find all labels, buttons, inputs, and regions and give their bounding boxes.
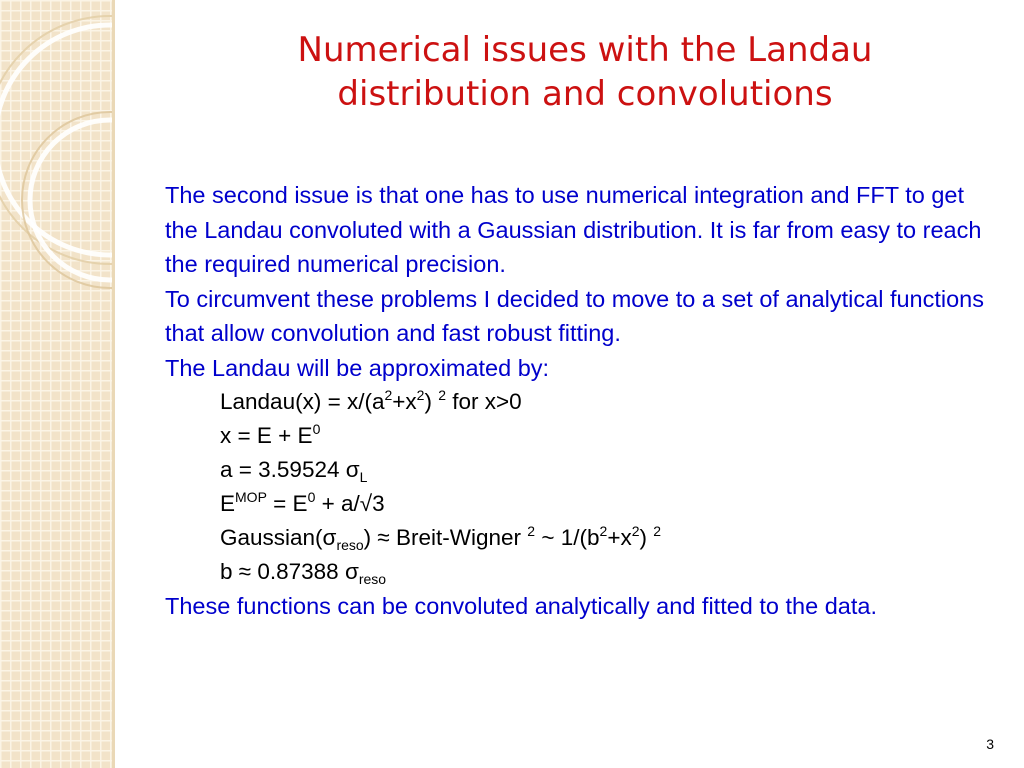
formula-text: = E	[266, 491, 308, 516]
decorative-sidebar	[0, 0, 112, 768]
formula-text: )	[424, 389, 439, 414]
formula-superscript: 0	[307, 489, 316, 505]
body-paragraph-3: The Landau will be approximated by:	[165, 354, 550, 381]
page-number: 3	[986, 736, 994, 752]
formula-text: Gaussian(σ	[220, 525, 337, 550]
formula-superscript: MOP	[235, 489, 267, 505]
formula-text: Landau(x) = x/(a	[220, 389, 385, 414]
formula-superscript: 0	[312, 421, 321, 437]
formula-text: ~ 1/(b	[535, 525, 600, 550]
formula-superscript: 2	[384, 387, 393, 403]
formula-text: ) ≈ Breit-Wigner	[363, 525, 528, 550]
formula-text: b ≈ 0.87388 σ	[220, 559, 359, 584]
formula-superscript: 2	[527, 523, 536, 539]
formula-text: a = 3.59524 σ	[220, 457, 360, 482]
formula-text: + a/√3	[315, 491, 385, 516]
formula-a-definition	[165, 453, 985, 487]
slide-body	[165, 178, 985, 624]
formula-superscript: 2	[631, 523, 640, 539]
formula-text: for x>0	[446, 389, 522, 414]
formula-text: E	[220, 491, 236, 516]
formula-subscript: L	[359, 469, 368, 485]
title-line-1: Numerical issues with the Landau	[297, 30, 873, 70]
formula-superscript: 2	[653, 523, 662, 539]
formula-superscript: 2	[599, 523, 608, 539]
formula-subscript: reso	[336, 537, 364, 553]
formula-gaussian-approximation	[165, 521, 985, 555]
body-paragraph-1: The second issue is that one has to use numerical integration and FFT to get the Landau convoluted with a Gaussian distribution. It is far from easy to reach the required numerical precision.	[165, 182, 982, 277]
formula-subscript: reso	[358, 571, 387, 587]
formula-b-definition	[165, 555, 985, 589]
ring-decoration-graphic	[0, 0, 112, 768]
formula-landau	[165, 385, 985, 419]
formula-text: +x	[392, 389, 417, 414]
title-line-2: distribution and convolutions	[337, 74, 833, 114]
formula-text: x = E + E	[220, 423, 313, 448]
body-paragraph-4: These functions can be convoluted analytically and fitted to the data.	[165, 593, 877, 619]
formula-x-definition	[165, 419, 985, 453]
formula-text: +x	[607, 525, 632, 550]
formula-superscript: 2	[416, 387, 425, 403]
body-paragraph-2: To circumvent these problems I decided to move to a set of analytical functions that allow convolution and fast robust fitting.	[165, 285, 985, 346]
slide-title	[200, 28, 970, 116]
sidebar-divider	[112, 0, 115, 768]
formula-emop	[165, 487, 985, 521]
formula-superscript: 2	[438, 387, 446, 403]
formula-text: )	[639, 525, 654, 550]
